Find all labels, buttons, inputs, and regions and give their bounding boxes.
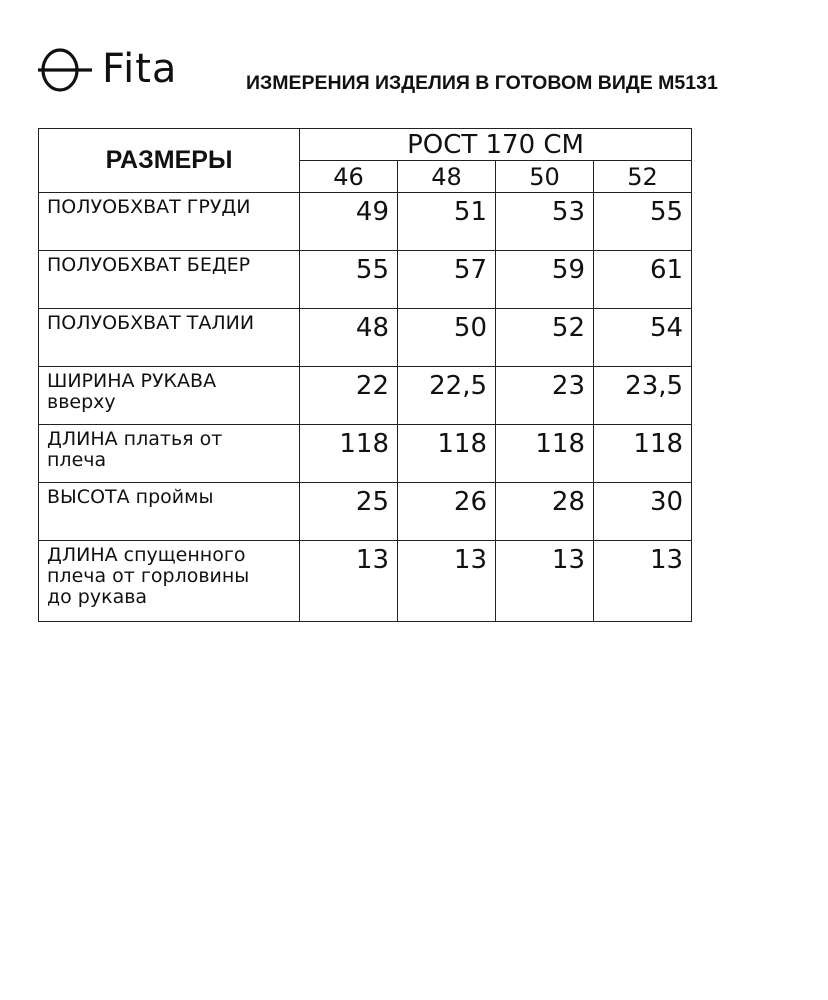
size-header-50: 50 (496, 161, 594, 193)
cell-value: 57 (398, 251, 496, 309)
cell-value: 13 (594, 541, 692, 622)
table-row (39, 541, 692, 622)
cell-value: 54 (594, 309, 692, 367)
measurement-table (38, 128, 692, 622)
row-label (39, 483, 300, 541)
table-row (39, 309, 692, 367)
cell-value: 49 (300, 193, 398, 251)
cell-value: 30 (594, 483, 692, 541)
cell-value: 118 (594, 425, 692, 483)
row-label-line: ПОЛУОБХВАТ ТАЛИИ (47, 312, 255, 334)
cell-value: 51 (398, 193, 496, 251)
cell-value: 22 (300, 367, 398, 425)
row-label-line: плеча от горловины (47, 565, 250, 587)
cell-value: 55 (300, 251, 398, 309)
cell-value: 53 (496, 193, 594, 251)
fita-theta-icon (36, 44, 96, 94)
cell-value: 118 (496, 425, 594, 483)
row-label-line: ПОЛУОБХВАТ БЕДЕР (47, 254, 251, 276)
row-label-line: ДЛИНА спущенного (47, 544, 246, 566)
cell-value: 23,5 (594, 367, 692, 425)
size-header-48: 48 (398, 161, 496, 193)
brand-logo (36, 44, 177, 94)
cell-value: 13 (300, 541, 398, 622)
document-title: ИЗМЕРЕНИЯ ИЗДЕЛИЯ В ГОТОВОМ ВИДЕ М5131 (246, 72, 718, 94)
cell-value: 52 (496, 309, 594, 367)
cell-value: 55 (594, 193, 692, 251)
cell-value: 118 (398, 425, 496, 483)
table-row (39, 425, 692, 483)
table-row (39, 251, 692, 309)
cell-value: 22,5 (398, 367, 496, 425)
cell-value: 25 (300, 483, 398, 541)
size-header-46: 46 (300, 161, 398, 193)
cell-value: 118 (300, 425, 398, 483)
row-label (39, 251, 300, 309)
cell-value: 26 (398, 483, 496, 541)
cell-value: 13 (398, 541, 496, 622)
row-label (39, 425, 300, 483)
height-header: РОСТ 170 СМ (300, 129, 692, 161)
row-label-line: ШИРИНА РУКАВА (47, 370, 217, 392)
row-label-line: ВЫСОТА проймы (47, 486, 214, 508)
cell-value: 61 (594, 251, 692, 309)
row-label (39, 193, 300, 251)
brand-name: Fita (102, 46, 178, 92)
row-label-line: ПОЛУОБХВАТ ГРУДИ (47, 196, 251, 218)
size-header-52: 52 (594, 161, 692, 193)
cell-value: 59 (496, 251, 594, 309)
cell-value: 23 (496, 367, 594, 425)
row-label-line: ДЛИНА платья от (47, 428, 223, 450)
table-row (39, 367, 692, 425)
cell-value: 48 (300, 309, 398, 367)
table-row (39, 483, 692, 541)
cell-value: 13 (496, 541, 594, 622)
row-label-line: до рукава (47, 586, 148, 608)
row-label (39, 367, 300, 425)
cell-value: 28 (496, 483, 594, 541)
row-label (39, 309, 300, 367)
table-row (39, 193, 692, 251)
row-label-line: плеча (47, 449, 107, 471)
row-label-line: вверху (47, 391, 116, 413)
sizes-header: РАЗМЕРЫ (39, 129, 300, 193)
cell-value: 50 (398, 309, 496, 367)
row-label (39, 541, 300, 622)
